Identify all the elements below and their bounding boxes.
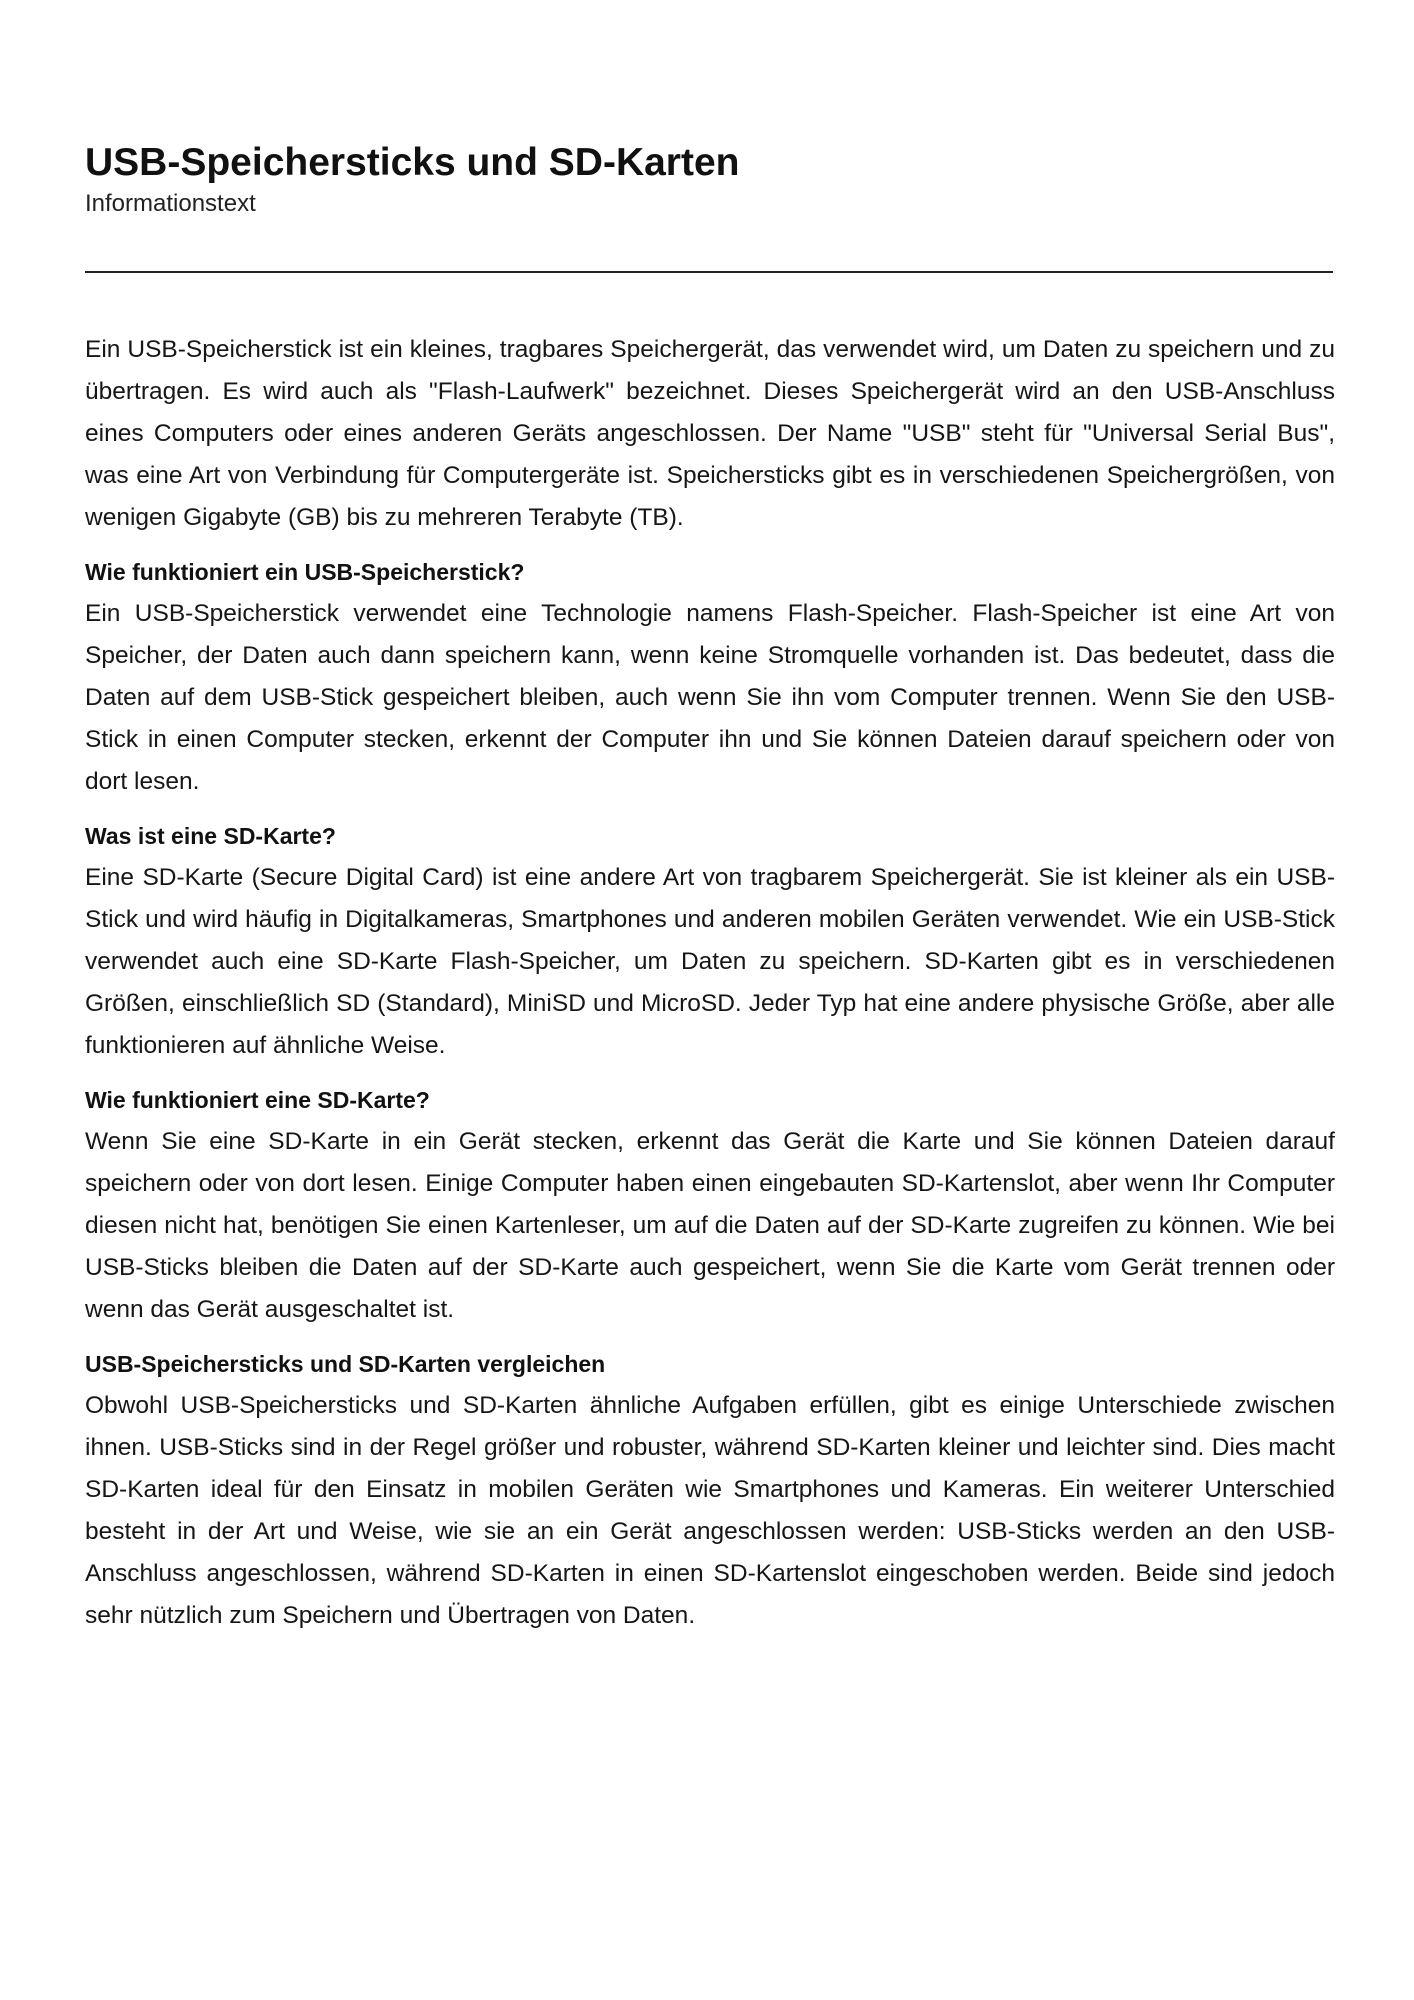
section-paragraph: Obwohl USB-Speichersticks und SD-Karten ähnliche Aufgaben erfüllen, gibt es einige Unterschiede zwischen ihnen. USB-Sticks sind in der Regel größer und robuster, während SD-Karten kleiner und leichter sind. Dies macht SD-Karten ideal für den Einsatz in mobilen Geräten wie Smartphones und Kameras. Ein weiterer Unterschied besteht in der Art und Weise, wie sie an ein Gerät angeschlossen werden: USB-Sticks werden an den USB-Anschluss angeschlossen, während SD-Karten in einen SD-Kartenslot eingeschoben werden. Beide sind jedoch sehr nützlich zum Speichern und Übertragen von Daten. bbox=[85, 1392, 1335, 1629]
document-body bbox=[85, 329, 1335, 1637]
section-paragraph: Ein USB-Speicherstick verwendet eine Technologie namens Flash-Speicher. Flash-Speicher ist eine Art von Speicher, der Daten auch dann speichern kann, wenn keine Stromquelle vorhanden ist. Das bedeutet, dass die Daten auf dem USB-Stick gespeichert bleiben, auch wenn Sie ihn vom Computer trennen. Wenn Sie den USB-Stick in einen Computer stecken, erkennt der Computer ihn und Sie können Dateien darauf speichern oder von dort lesen. bbox=[85, 600, 1335, 795]
section-usb-function bbox=[85, 551, 1335, 803]
document-title: USB-Speichersticks und SD-Karten bbox=[85, 141, 740, 184]
section-sd-function bbox=[85, 1079, 1335, 1331]
section-sd-card bbox=[85, 815, 1335, 1067]
intro-paragraph: Ein USB-Speicherstick ist ein kleines, tragbares Speichergerät, das verwendet wird, um Daten zu speichern und zu übertragen. Es wird auch als "Flash-Laufwerk" bezeichnet. Dieses Speichergerät wird an den USB-Anschluss eines Computers oder eines anderen Geräts angeschlossen. Der Name "USB" steht für "Universal Serial Bus", was eine Art von Verbindung für Computergeräte ist. Speichersticks gibt es in verschiedenen Speichergrößen, von wenigen Gigabyte (GB) bis zu mehreren Terabyte (TB). bbox=[85, 336, 1335, 531]
section-heading: Wie funktioniert eine SD-Karte? bbox=[85, 1087, 430, 1113]
section-heading: Was ist eine SD-Karte? bbox=[85, 823, 336, 849]
section-paragraph: Wenn Sie eine SD-Karte in ein Gerät stecken, erkennt das Gerät die Karte und Sie können Dateien darauf speichern oder von dort lesen. Einige Computer haben einen eingebauten SD-Kartenslot, aber wenn Ihr Computer diesen nicht hat, benötigen Sie einen Kartenleser, um auf die Daten auf der SD-Karte zugreifen zu können. Wie bei USB-Sticks bleiben die Daten auf der SD-Karte auch gespeichert, wenn Sie die Karte vom Gerät trennen oder wenn das Gerät ausgeschaltet ist. bbox=[85, 1128, 1335, 1323]
section-comparison bbox=[85, 1343, 1335, 1637]
document-subtitle: Informationstext bbox=[85, 190, 256, 217]
section-heading: USB-Speichersticks und SD-Karten vergleichen bbox=[85, 1351, 606, 1377]
title-divider bbox=[85, 271, 1333, 273]
section-heading: Wie funktioniert ein USB-Speicherstick? bbox=[85, 559, 525, 585]
section-paragraph: Eine SD-Karte (Secure Digital Card) ist eine andere Art von tragbarem Speichergerät. Sie ist kleiner als ein USB-Stick und wird häufig in Digitalkameras, Smartphones und anderen mobilen Geräten verwendet. Wie ein USB-Stick verwendet auch eine SD-Karte Flash-Speicher, um Daten zu speichern. SD-Karten gibt es in verschiedenen Größen, einschließlich SD (Standard), MiniSD und MicroSD. Jeder Typ hat eine andere physische Größe, aber alle funktionieren auf ähnliche Weise. bbox=[85, 864, 1335, 1059]
